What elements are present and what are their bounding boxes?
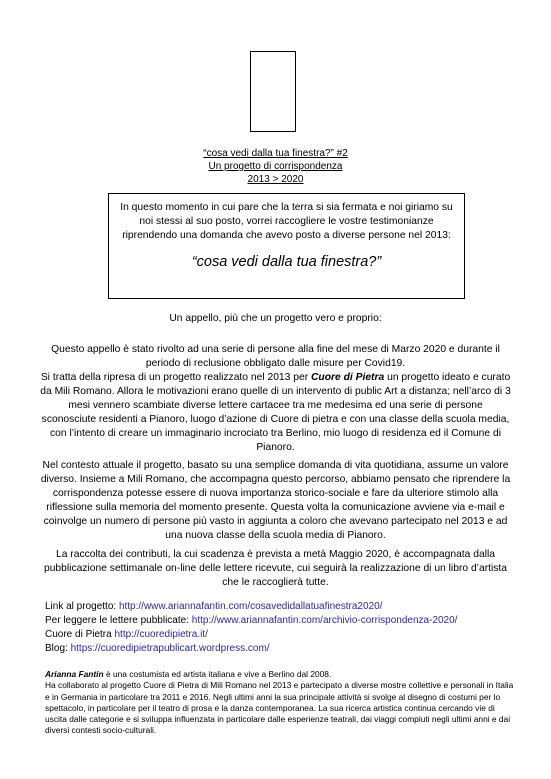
link-label: Blog: (45, 643, 71, 654)
bio-first-line (45, 669, 515, 680)
link-label: Link al progetto: (45, 601, 119, 612)
artist-bio (45, 669, 515, 737)
document-header (0, 147, 551, 186)
paragraph-raccolta: La raccolta dei contributi, la cui scadenza è prevista a metà Maggio 2020, è accompagnata dalla pubblicazione settimanale on-line delle lettere ricevute, cui seguirà la realizzazione di un libro d’artista che le raccoglierà tutte. (43, 549, 508, 588)
document-title: “cosa vedi dalla tua finestra?” #2 (203, 148, 348, 159)
quote-box-text: In questo momento in cui pare che la terra si sia fermata e noi giriamo su noi stessi al suo posto, vorrei raccogliere le vostre testimonianze riprendendo una domanda che avevo posto a diverse persone nel 2013: (120, 202, 453, 241)
link-blog[interactable]: https://cuoredipietrapublicart.wordpress.com/ (70, 643, 270, 654)
link-lettere[interactable]: http://www.ariannafantin.com/archivio-corrispondenza-2020/ (191, 615, 458, 626)
bio-line1: è una costumista ed artista italiana e vive a Berlino dal 2008. (103, 669, 332, 679)
paragraph-intro-text2a: Si tratta della ripresa di un progetto realizzato nel 2013 per (40, 372, 311, 383)
document-years: 2013 > 2020 (247, 174, 304, 185)
quote-question: “cosa vedi dalla tua finestra?” (191, 254, 382, 270)
link-row-progetto (45, 600, 515, 614)
link-label: Per leggere le lettere pubblicate: (45, 615, 192, 626)
artist-name: Arianna Fantin (45, 669, 104, 679)
document-subtitle: Un progetto di corrispondenza (208, 161, 343, 172)
appello-line: Un appello, più che un progetto vero e proprio: (169, 313, 382, 324)
paragraph-intro-text1: Questo appello è stato rivolto ad una serie di persone alla fine del mese di Marzo 2020 e durante il periodo di reclusione obbligato dalle misure per Covid19. (51, 344, 500, 369)
link-row-lettere (45, 614, 515, 628)
bio-text: Ha collaborato al progetto Cuore di Pietra di Mili Romano nel 2013 e partecipato a diverse mostre collettive e personali in Italia e in Germania in particolare tra 2011 e 2016. Negli ultimi anni la sua principale attività si svolge al disegno di costumi per lo spettacolo, in particolare per il teatro di prosa e la danza contemporanea. La sua ricerca artistica continua cercando vie di uscita dalle categorie e si sviluppa influenzata in particolare dalle esperienze teatrali, dai viaggi compiuti negli ultimi anni e dai diversi contesti socio-culturali. (45, 680, 514, 736)
paragraph-context: Nel contesto attuale il progetto, basato su una semplice domanda di vita quotidiana, assume un valore diverso. Insieme a Mili Romano, che accompagna questo percorso, abbiamo pensato che riprendere la corrispondenza potesse essere di nuova importanza storico-sociale e fare da ulteriore stimolo alla riflessione sulla memoria del momento presente. Questa volta la comunicazione avviene via e-mail e coinvolge un numero di persone più vasto in aggiunta a coloro che avevano partecipato nel 2013 e ad una nuova classe della scuola media di Pianoro. (40, 460, 511, 541)
link-row-blog (45, 642, 515, 656)
image-frame (250, 51, 296, 132)
quote-box (108, 193, 465, 299)
links-list (45, 600, 515, 656)
link-label: Cuore di Pietra (45, 629, 115, 640)
cuore-di-pietra-emphasis: Cuore di Pietra (310, 372, 385, 383)
paragraph-intro-text2b: un progetto ideato e curato da Mili Romano. Allora le motivazioni erano quelle di un intervento di public Art a distanza; nell’arco di 3 mesi vennero scambiate diverse lettere cartacee tra me medesima ed una serie di persone sconosciute residenti a Pianoro, luogo d’azione di Cuore di pietra e con una classe della scuola media, con l’intento di creare un immaginario incrociato tra Berlino, mio luogo di residenza ed il Comune di Pianoro. (40, 372, 511, 453)
paragraph-intro (40, 343, 511, 455)
link-cuore-di-pietra[interactable]: http://cuoredipietra.it/ (114, 629, 208, 640)
link-progetto[interactable]: http://www.ariannafantin.com/cosavedidallatuafinestra2020/ (118, 601, 383, 612)
link-row-cuore (45, 628, 515, 642)
